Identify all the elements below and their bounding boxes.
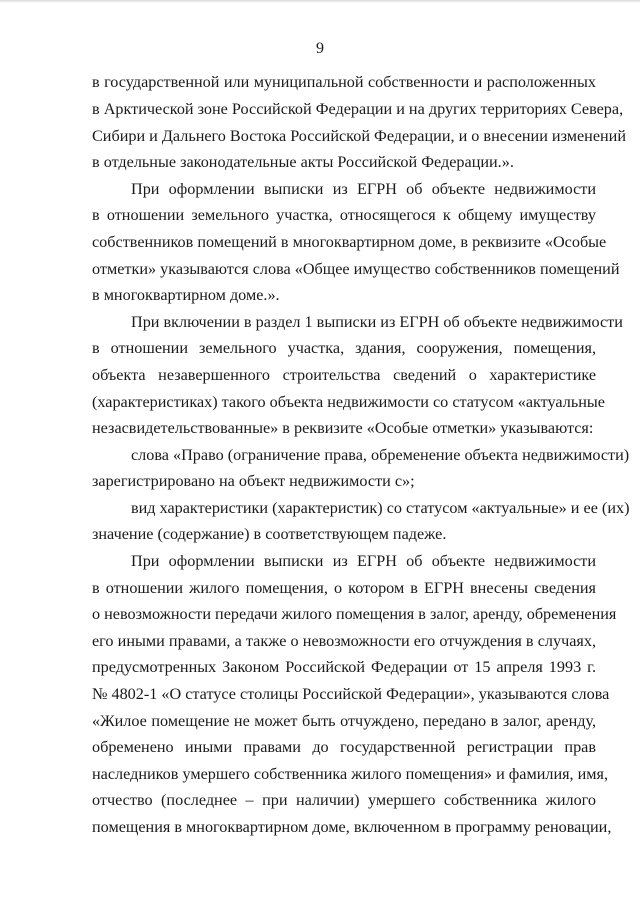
text-line: «Жилое помещение не может быть отчуждено, передано в залог, аренду, — [92, 712, 596, 730]
text-line: При оформлении выписки из ЕГРН об объекте недвижимости — [131, 180, 596, 198]
text-line: в многоквартирном доме.». — [92, 286, 280, 304]
text-line: слова «Право (ограничение права, обременение объекта недвижимости) — [131, 446, 630, 464]
text-line: отметки» указываются слова «Общее имущество собственников помещений — [92, 260, 620, 278]
text-line: отчество (последнее – при наличии) умершего собственника жилого — [92, 791, 596, 809]
text-line: При включении в раздел 1 выписки из ЕГРН об объекте недвижимости — [131, 313, 623, 331]
text-line: значение (содержание) в соответствующем падеже. — [92, 525, 447, 543]
text-line: № 4802-1 «О статусе столицы Российской Федерации», указываются слова — [92, 685, 610, 703]
text-line: Сибири и Дальнего Востока Российской Федерации, и о внесении изменений — [92, 127, 627, 145]
text-line: в Арктической зоне Российской Федерации и на других территориях Севера, — [92, 100, 624, 118]
text-line: о невозможности передачи жилого помещения в залог, аренду, обременения — [92, 605, 617, 623]
text-line: его иными правами, а также о невозможности его отчуждения в случаях, — [92, 632, 596, 650]
scan-edge — [0, 0, 640, 3]
text-line: При оформлении выписки из ЕГРН об объекте недвижимости — [131, 552, 596, 570]
text-line: вид характеристики (характеристик) со статусом «актуальные» и ее (их) — [131, 499, 630, 517]
text-line: незасвидетельствованные» в реквизите «Особые отметки» указываются: — [92, 419, 594, 437]
text-line: обременено иными правами до государственной регистрации прав — [92, 738, 596, 756]
text-line: помещения в многоквартирном доме, включенном в программу реновации, — [92, 818, 612, 836]
text-line: предусмотренных Законом Российской Федерации от 15 апреля 1993 г. — [92, 658, 596, 676]
text-line: в государственной или муниципальной собственности и расположенных — [92, 73, 596, 91]
text-line: собственников помещений в многоквартирном доме, в реквизите «Особые — [92, 233, 607, 251]
text-line: в отношении земельного участка, относящегося к общему имуществу — [92, 206, 596, 224]
text-line: (характеристиках) такого объекта недвижимости со статусом «актуальные — [92, 393, 605, 411]
text-line: объекта незавершенного строительства сведений о характеристике — [92, 366, 596, 384]
text-line: в отношении жилого помещения, о котором в ЕГРН внесены сведения — [92, 579, 596, 597]
text-line: наследников умершего собственника жилого помещения» и фамилия, имя, — [92, 765, 609, 783]
text-line: в отдельные законодательные акты Российской Федерации.». — [92, 153, 514, 171]
text-line: зарегистрировано на объект недвижимости с»; — [92, 472, 415, 490]
page-number: 9 — [316, 40, 324, 57]
text-line: в отношении земельного участка, здания, сооружения, помещения, — [92, 339, 596, 357]
